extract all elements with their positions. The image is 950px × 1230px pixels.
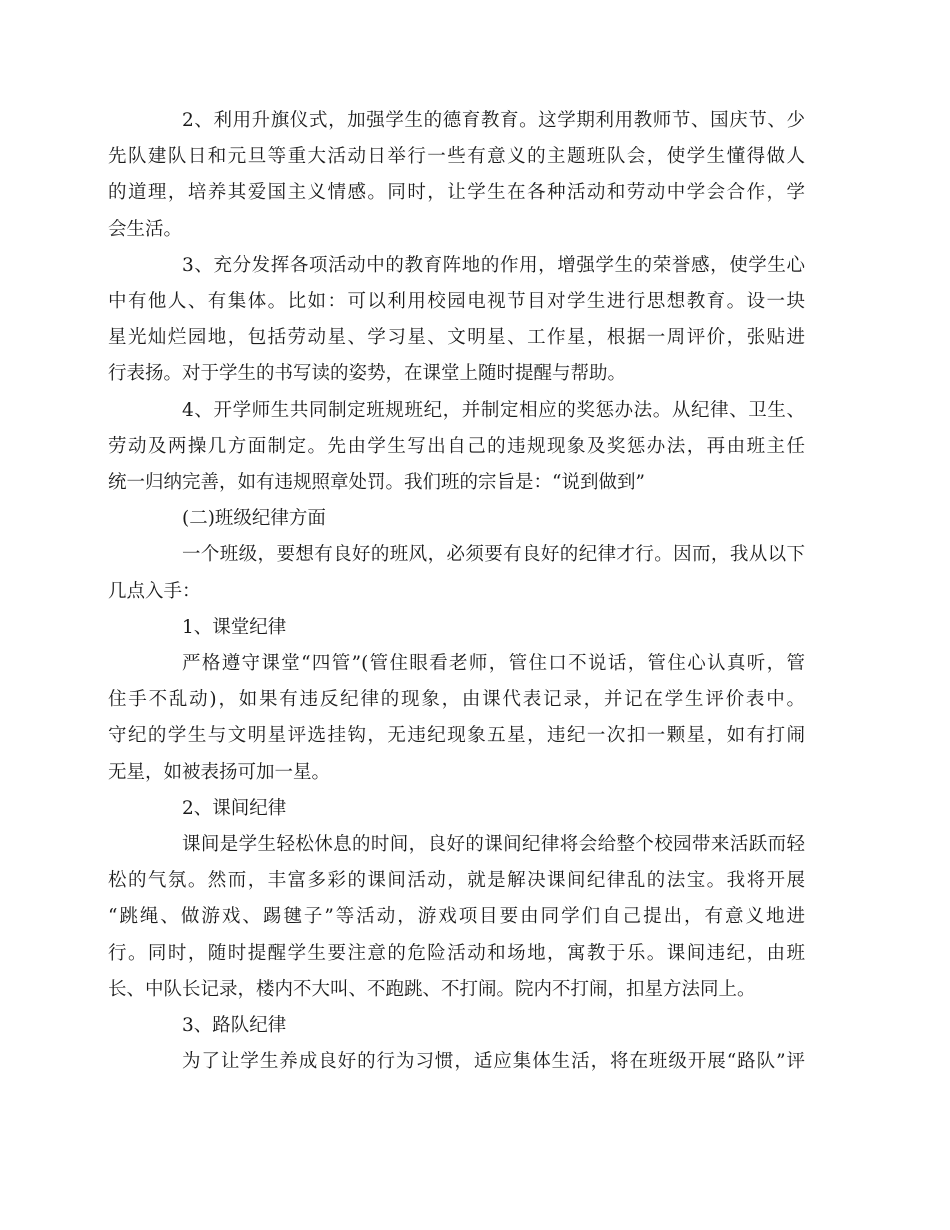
paragraph — [145, 791, 805, 827]
text-line: 1、课堂纪律 — [182, 616, 287, 638]
text-line: 守纪的学生与文明星评选挂钩，无违纪现象五星，违纪一次扣一颗星，如有打闹 — [108, 725, 805, 747]
text-line: 无星，如被表扬可加一星。 — [108, 761, 331, 783]
text-line: 的道理，培养其爱国主义情感。同时，让学生在各种活动和劳动中学会合作，学 — [108, 182, 805, 204]
text-line: 3、路队纪律 — [182, 1015, 287, 1037]
paragraph — [108, 248, 805, 393]
paragraph — [108, 103, 805, 248]
text-line: 先队建队日和元旦等重大活动日举行一些有意义的主题班队会，使学生懂得做人 — [108, 146, 805, 168]
text-line: 为了让学生养成良好的行为习惯，适应集体生活，将在班级开展“路队”评 — [182, 1051, 805, 1073]
paragraph — [108, 537, 805, 609]
text-line: 严格遵守课堂“四管”(管住眼看老师，管住口不说话，管住心认真听，管 — [182, 653, 805, 675]
text-line: 统一归纳完善，如有违规照章处罚。我们班的宗旨是：“说到做到” — [108, 472, 645, 494]
text-line: 劳动及两操几方面制定。先由学生写出自己的违规现象及奖惩办法，再由班主任 — [108, 435, 805, 457]
paragraph — [145, 1044, 805, 1080]
paragraph — [145, 501, 805, 537]
text-line: 中有他人、有集体。比如：可以利用校园电视节目对学生进行思想教育。设一块 — [108, 291, 805, 313]
text-line: 长、中队长记录，楼内不大叫、不跑跳、不打闹。院内不打闹，扣星方法同上。 — [108, 978, 756, 1000]
text-line: 3、充分发挥各项活动中的教育阵地的作用，增强学生的荣誉感，使学生心 — [182, 254, 805, 276]
text-line: 2、课间纪律 — [182, 797, 287, 819]
text-line: “跳绳、做游戏、踢毽子”等活动，游戏项目要由同学们自己提出，有意义地进 — [108, 906, 805, 928]
paragraph — [108, 827, 805, 1008]
text-line: 会生活。 — [108, 218, 183, 240]
text-line: 4、开学师生共同制定班规班纪，并制定相应的奖惩办法。从纪律、卫生、 — [182, 399, 805, 421]
text-line: 2、利用升旗仪式，加强学生的德育教育。这学期利用教师节、国庆节、少 — [182, 110, 805, 131]
document-body — [108, 103, 805, 1080]
text-line: 星光灿烂园地，包括劳动星、学习星、文明星、工作星，根据一周评价，张贴进 — [108, 327, 805, 349]
text-line: 行表扬。对于学生的书写读的姿势，在课堂上随时提醒与帮助。 — [108, 363, 627, 385]
paragraph — [145, 1008, 805, 1044]
text-line: 课间是学生轻松休息的时间，良好的课间纪律将会给整个校园带来活跃而轻 — [182, 834, 805, 856]
text-line: (二)班级纪律方面 — [182, 508, 326, 530]
text-line: 住手不乱动)，如果有违反纪律的现象，由课代表记录，并记在学生评价表中。 — [108, 689, 805, 711]
text-line: 几点入手： — [108, 580, 201, 602]
text-line: 一个班级，要想有良好的班风，必须要有良好的纪律才行。因而，我从以下 — [182, 544, 805, 566]
paragraph — [145, 610, 805, 646]
paragraph — [108, 646, 805, 791]
text-line: 松的气氛。然而，丰富多彩的课间活动，就是解决课间纪律乱的法宝。我将开展 — [108, 870, 805, 892]
paragraph — [108, 393, 805, 502]
text-line: 行。同时，随时提醒学生要注意的危险活动和场地，寓教于乐。课间违纪，由班 — [108, 942, 805, 964]
